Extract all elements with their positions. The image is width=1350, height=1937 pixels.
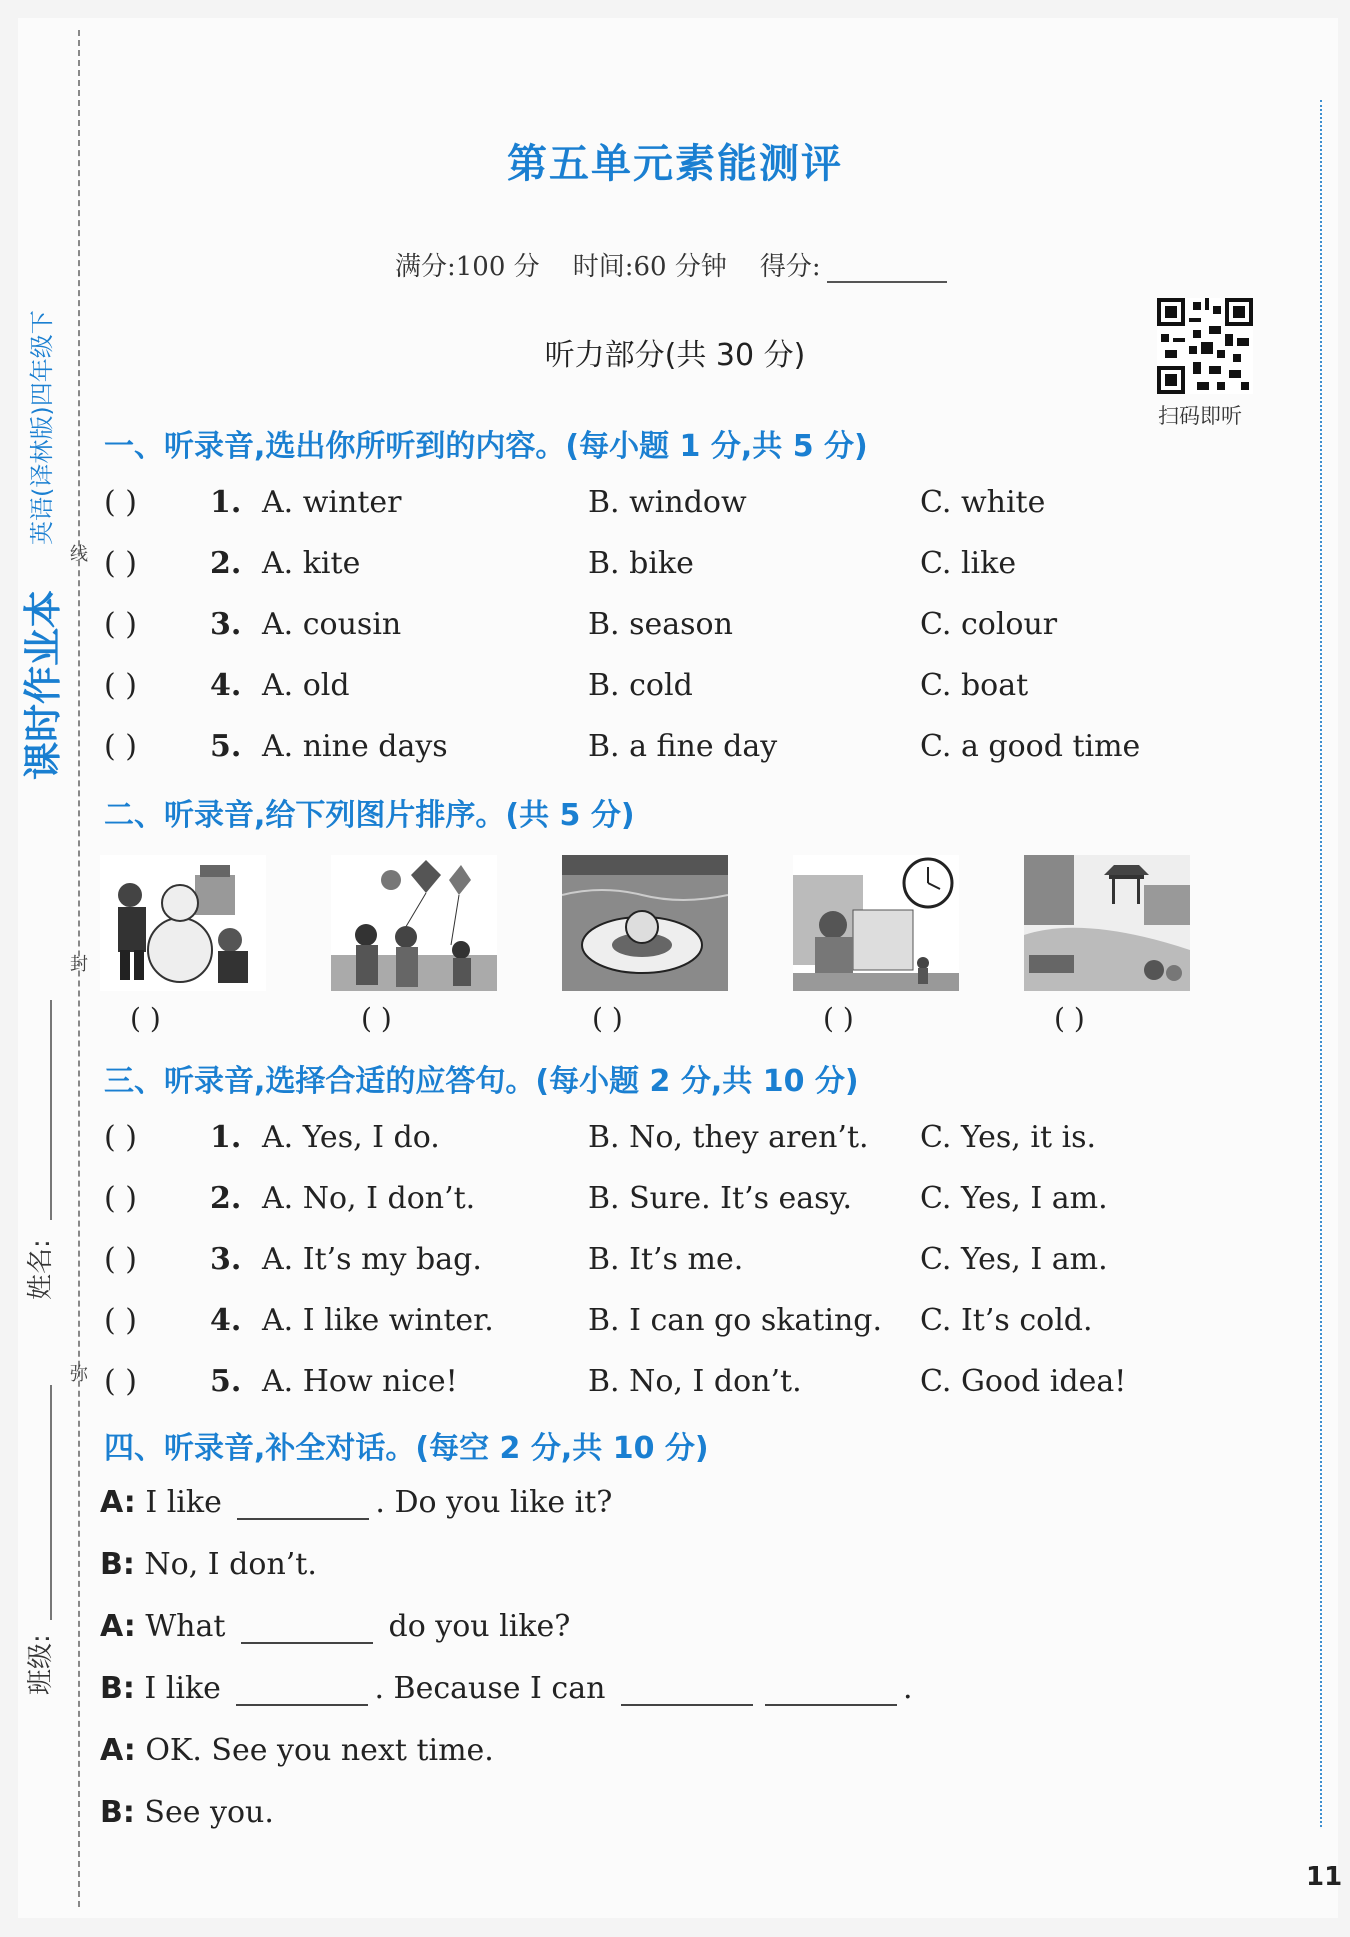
dialogue-blank[interactable] <box>765 1676 897 1706</box>
section-3-heading: 三、听录音,选择合适的应答句。(每小题 2 分,共 10 分) <box>104 1064 859 1099</box>
answer-paren[interactable]: ( ) <box>104 485 137 520</box>
page-title: 第五单元素能测评 <box>507 141 843 187</box>
section-2-heading: 二、听录音,给下列图片排序。(共 5 分) <box>104 798 635 833</box>
clock-street-picture <box>793 855 959 991</box>
picture-order-paren-3[interactable]: ( ) <box>592 1002 623 1035</box>
time-limit: 时间:60 分钟 <box>572 252 727 282</box>
fold-mark-line: 线 <box>70 544 88 565</box>
answer-paren[interactable]: ( ) <box>104 1303 137 1338</box>
answer-paren[interactable]: ( ) <box>104 546 137 581</box>
dialogue-blank[interactable] <box>621 1676 753 1706</box>
brand-logo-text: 课时作业本 <box>21 589 65 780</box>
picture-order-paren-1[interactable]: ( ) <box>130 1002 161 1035</box>
full-score: 满分:100 分 <box>395 252 540 282</box>
kite-picture <box>331 855 497 991</box>
class-field-line[interactable] <box>50 1385 52 1620</box>
dialogue-line-3: A: What do you like? <box>100 1609 571 1644</box>
section-1-heading: 一、听录音,选出你所听到的内容。(每小题 1 分,共 5 分) <box>104 429 868 464</box>
section-4-heading: 四、听录音,补全对话。(每空 2 分,共 10 分) <box>104 1431 709 1466</box>
dialogue-line-4: B: I like . Because I can . <box>100 1671 913 1706</box>
answer-paren[interactable]: ( ) <box>104 668 137 703</box>
dialogue-blank[interactable] <box>236 1676 368 1706</box>
name-label: 姓名: <box>26 1239 56 1300</box>
page-number: 11 <box>1306 1862 1343 1892</box>
answer-paren[interactable]: ( ) <box>104 1120 137 1155</box>
dialogue-blank[interactable] <box>241 1614 373 1644</box>
snowman-picture <box>100 855 266 991</box>
picture-order-paren-2[interactable]: ( ) <box>361 1002 392 1035</box>
park-pavilion-picture <box>1024 855 1190 991</box>
fold-mark-close: 弥 <box>70 1364 88 1385</box>
edition-label: 英语(译林版)四年级下 <box>28 310 56 545</box>
answer-paren[interactable]: ( ) <box>104 1364 137 1399</box>
swimming-ring-picture <box>562 855 728 991</box>
score-meta <box>395 246 953 283</box>
answer-paren[interactable]: ( ) <box>104 607 137 642</box>
qr-label: 扫码即听 <box>1158 404 1242 428</box>
dialogue-line-1: A: I like . Do you like it? <box>100 1485 613 1520</box>
fold-mark-seal: 封 <box>70 954 88 975</box>
answer-paren[interactable]: ( ) <box>104 1181 137 1216</box>
part-heading: 听力部分(共 30 分) <box>544 338 806 373</box>
dialogue-line-5: A: OK. See you next time. <box>100 1733 494 1768</box>
dialogue-line-2: B: No, I don’t. <box>100 1547 317 1582</box>
dialogue-blank[interactable] <box>237 1490 369 1520</box>
answer-paren[interactable]: ( ) <box>104 729 137 764</box>
picture-order-paren-4[interactable]: ( ) <box>823 1002 854 1035</box>
class-label: 班级: <box>26 1634 56 1695</box>
score-blank[interactable] <box>827 253 947 283</box>
score-label: 得分: <box>759 252 821 282</box>
name-field-line[interactable] <box>50 1000 52 1220</box>
dialogue-line-6: B: See you. <box>100 1795 274 1830</box>
picture-order-paren-5[interactable]: ( ) <box>1054 1002 1085 1035</box>
answer-paren[interactable]: ( ) <box>104 1242 137 1277</box>
